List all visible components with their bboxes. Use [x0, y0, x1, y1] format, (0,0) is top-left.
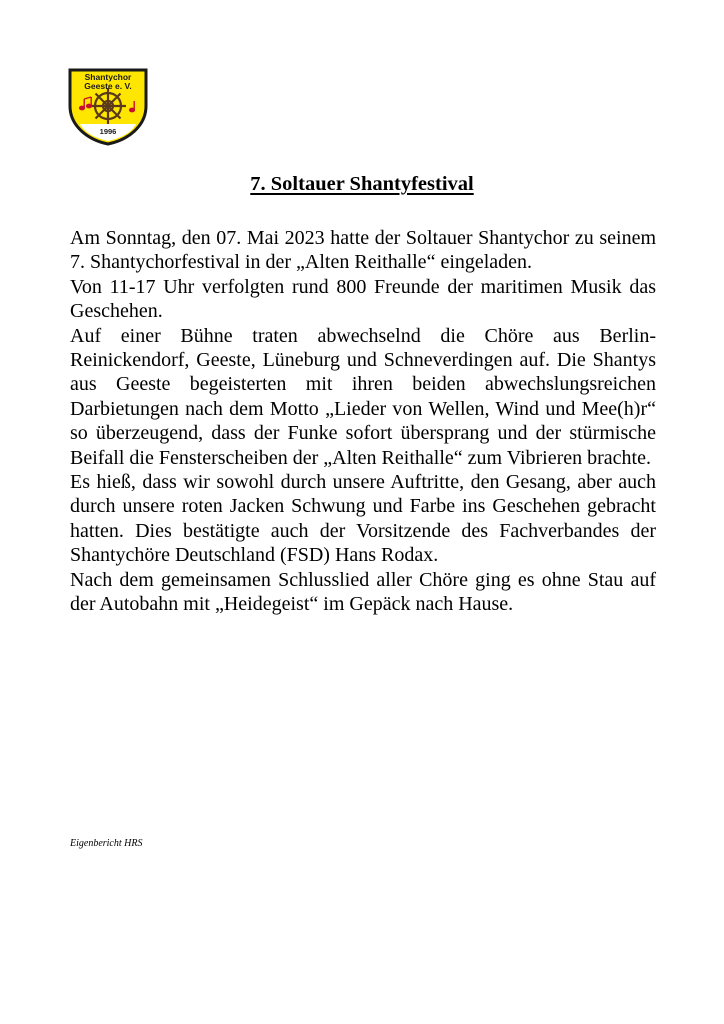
shield-emblem — [66, 68, 150, 146]
logo-name-line2: Geeste e. V. — [84, 81, 132, 91]
paragraph: Auf einer Bühne traten abwechselnd die Chöre aus Berlin-Reinickendorf, Geeste, Lüneburg und Schneverdingen auf. Die Shantys aus Geeste begeisterten mit ihren beiden abwechslungsreichen Darbietungen nach dem Motto „Lieder von Wellen, Wind und Mee(h)r“ so überzeugend, dass der Funke sofort übersprang und der stürmische Beifall die Fensterscheiben der „Alten Reithalle“ zum Vibrieren brachte. — [70, 324, 656, 469]
logo-name-line1: Shantychor — [84, 72, 132, 82]
paragraph: Von 11-17 Uhr verfolgten rund 800 Freunde der maritimen Musik das Geschehen. — [70, 275, 656, 323]
paragraph: Es hieß, dass wir sowohl durch unsere Auftritte, den Gesang, aber auch durch unsere roten Jacken Schwung und Farbe ins Geschehen gebracht hatten. Dies bestätigte auch der Vorsitzende des Fachverbandes der Shantychöre Deutschland (FSD) Hans Rodax. — [70, 471, 656, 567]
page-title: 7. Soltauer Shantyfestival — [250, 173, 474, 195]
author-signature: Eigenbericht HRS — [70, 838, 143, 849]
logo-year: 1996 — [99, 127, 117, 136]
paragraph: Nach dem gemeinsamen Schlusslied aller Chöre ging es ohne Stau auf der Autobahn mit „Heidegeist“ im Gepäck nach Hause. — [70, 568, 656, 616]
club-logo — [66, 68, 150, 146]
article-body — [70, 226, 656, 617]
paragraph: Am Sonntag, den 07. Mai 2023 hatte der Soltauer Shantychor zu seinem 7. Shantychorfestival in der „Alten Reithalle“ eingeladen. — [70, 227, 656, 274]
